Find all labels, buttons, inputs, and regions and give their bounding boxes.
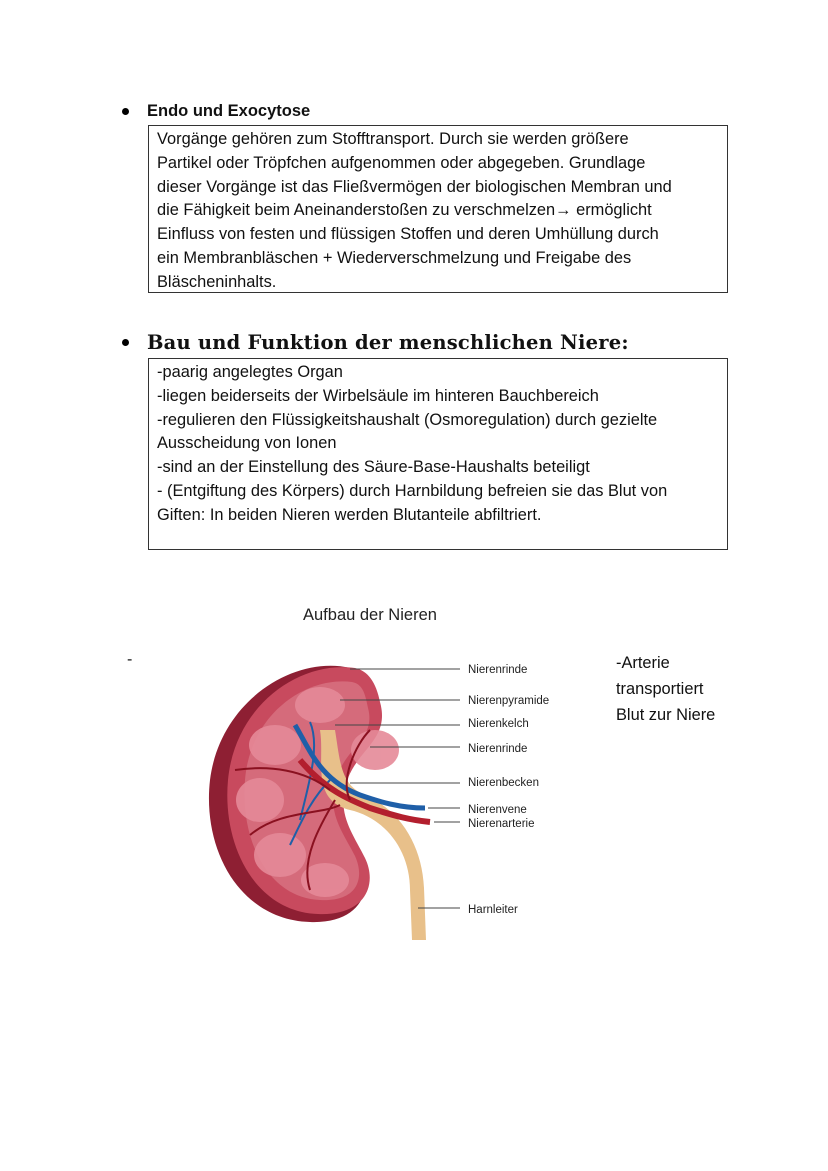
text-box-niere — [148, 358, 728, 550]
text-line: Bläscheninhalts. — [157, 272, 277, 291]
text-line: Ausscheidung von Ionen — [157, 434, 337, 453]
side-note-line: Blut zur Niere — [616, 706, 716, 724]
text-line: Einfluss von festen und flüssigen Stoffen und deren Umhüllung durch — [157, 225, 659, 244]
kidney-diagram — [200, 650, 570, 950]
text-line: -liegen beiderseits der Wirbelsäule im hinteren Bauchbereich — [157, 386, 599, 405]
heading-text: Endo und Exocytose — [147, 102, 311, 120]
text-line: ein Membranbläschen + Wiederverschmelzung und Freigabe des — [157, 248, 632, 267]
label-nierenrinde: Nierenrinde — [468, 664, 528, 676]
label-nierenvene: Nierenvene — [468, 804, 527, 816]
text-line: -paarig angelegtes Organ — [157, 363, 343, 381]
text-line: Giften: In beiden Nieren werden Blutanteile abfiltriert. — [157, 505, 542, 524]
section-endo-exocytose-heading — [122, 102, 310, 121]
text-line: die Fähigkeit beim Aneinanderstoßen zu verschmelzen→ ermöglicht — [157, 201, 652, 220]
bullet-icon — [122, 108, 129, 115]
section-niere-heading — [122, 331, 629, 354]
label-nierenpyramide: Nierenpyramide — [468, 695, 550, 707]
label-nierenbecken: Nierenbecken — [468, 777, 539, 789]
text-line: Vorgänge gehören zum Stofftransport. Durch sie werden größere — [157, 130, 629, 148]
side-note-line: -Arterie — [616, 654, 670, 672]
heading-text: Bau und Funktion der menschlichen Niere: — [147, 330, 629, 355]
text-box-endo-exocytose — [148, 125, 728, 293]
text-line: -regulieren den Flüssigkeitshaushalt (Osmoregulation) durch gezielte — [157, 410, 658, 429]
side-note — [616, 650, 715, 728]
side-note-line: transportiert — [616, 680, 704, 698]
text-line: Partikel oder Tröpfchen aufgenommen oder abgegeben. Grundlage — [157, 153, 646, 172]
text-line: dieser Vorgänge ist das Fließvermögen der biologischen Membran und — [157, 177, 672, 196]
label-nierenrinde: Nierenrinde — [468, 743, 528, 755]
label-nierenarterie: Nierenarterie — [468, 818, 535, 830]
bullet-icon — [122, 339, 129, 346]
label-harnleiter: Harnleiter — [468, 904, 518, 916]
text-line: -sind an der Einstellung des Säure-Base-Haushalts beteiligt — [157, 458, 590, 477]
text-line: - (Entgiftung des Körpers) durch Harnbildung befreien sie das Blut von — [157, 481, 668, 500]
figure-title: Aufbau der Nieren — [303, 606, 437, 624]
label-nierenkelch: Nierenkelch — [468, 718, 529, 730]
dash-marker: - — [127, 651, 133, 668]
